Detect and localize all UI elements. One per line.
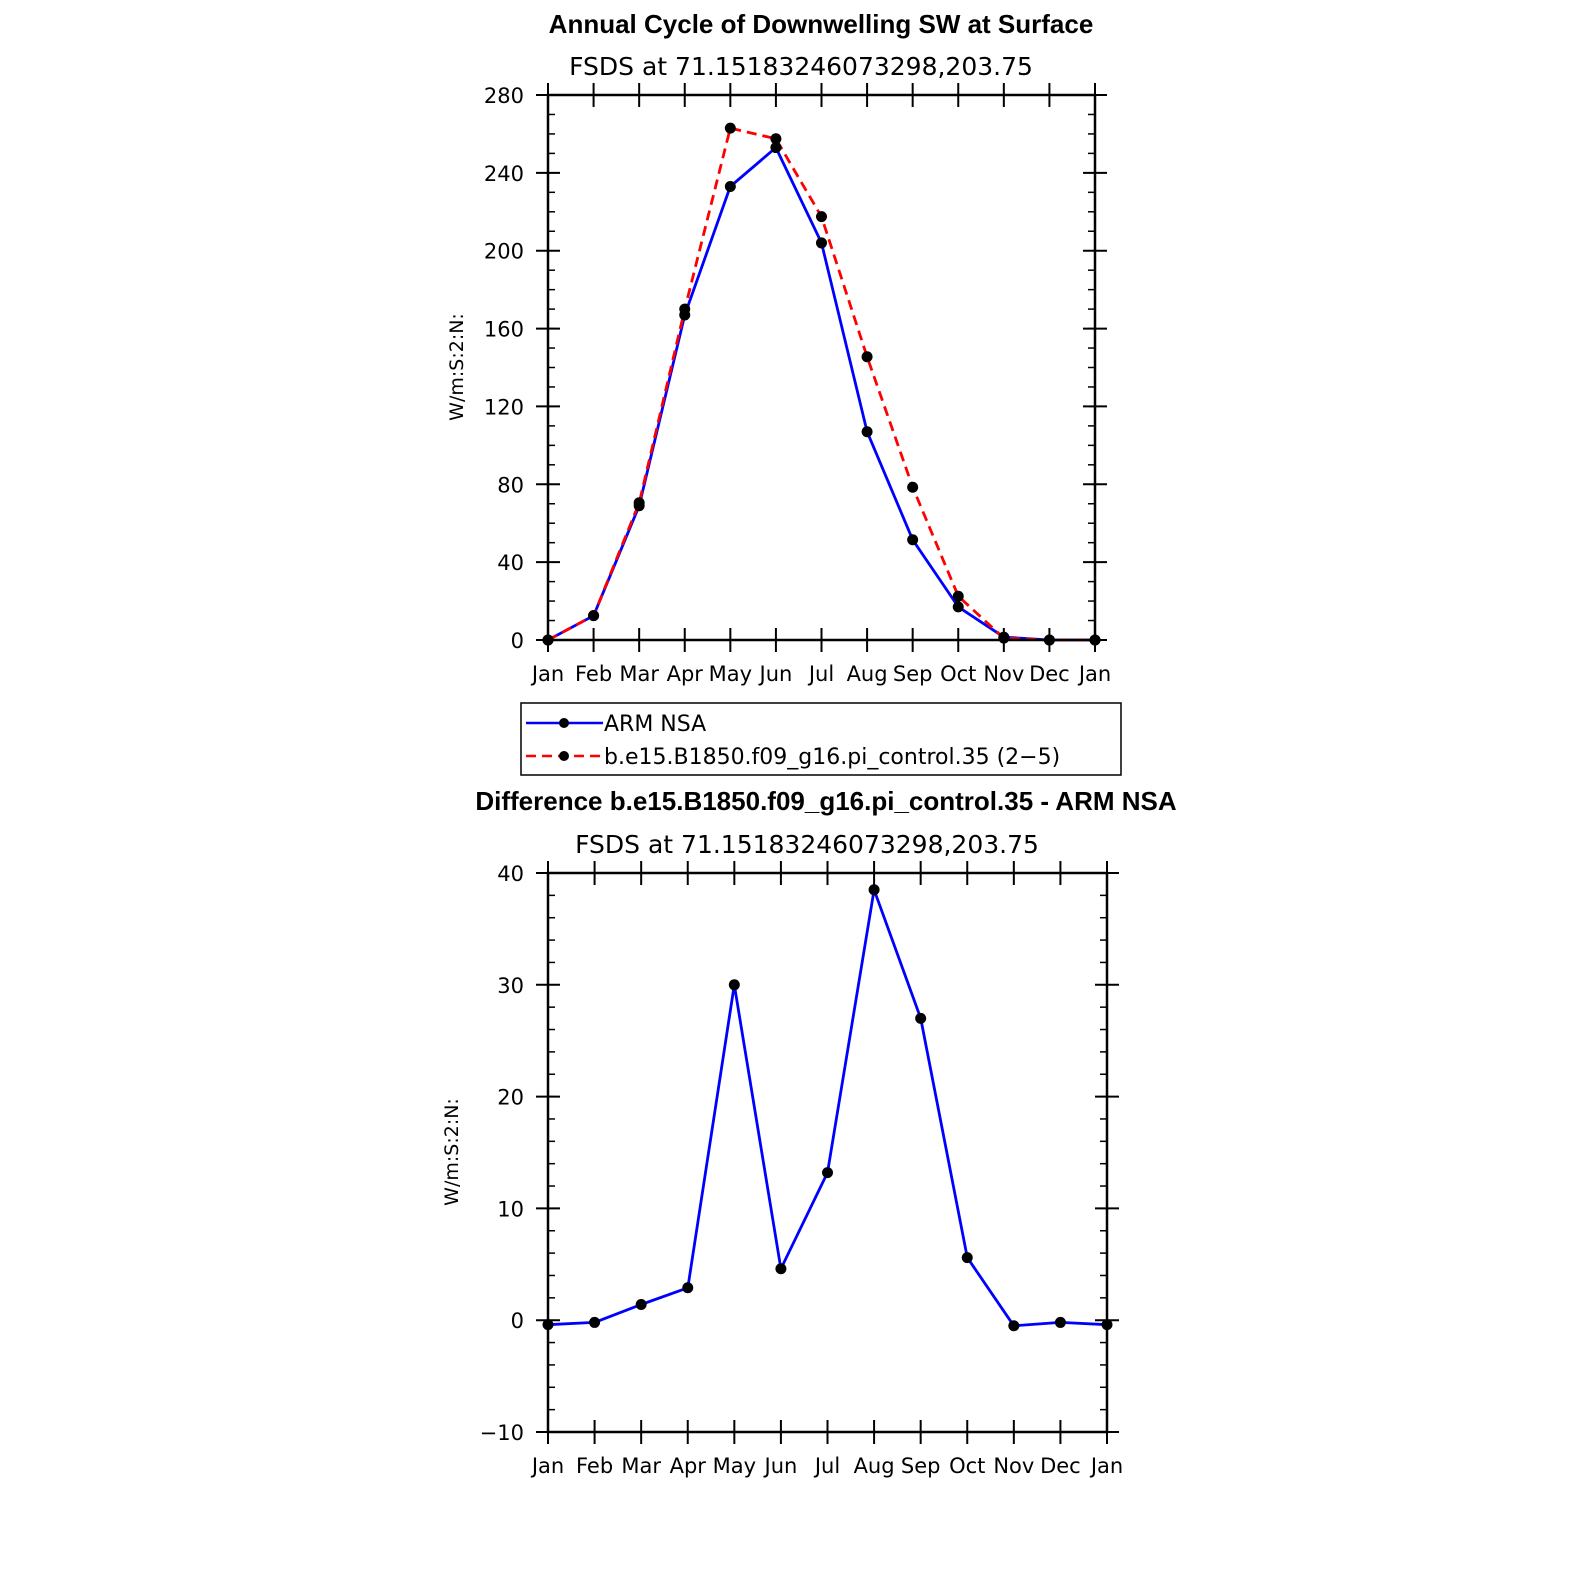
data-point-series-0 (1055, 1317, 1066, 1328)
data-point-series-0 (589, 1317, 600, 1328)
x-tick-label: Apr (669, 1454, 706, 1478)
y-tick-label: 280 (483, 84, 524, 108)
x-tick-label: Jun (764, 1454, 798, 1478)
data-point-series-0 (775, 1263, 786, 1274)
data-point-series-0 (1008, 1320, 1019, 1331)
data-point-series-0 (862, 426, 873, 437)
x-tick-label: Oct (949, 1454, 986, 1478)
x-tick-label: Dec (1040, 1454, 1081, 1478)
data-point-series-0 (636, 1299, 647, 1310)
x-tick-label: Apr (666, 662, 703, 686)
data-point-series-1 (634, 497, 645, 508)
y-tick-label: 120 (483, 395, 524, 420)
x-tick-label: Nov (983, 662, 1025, 686)
x-tick-label: Mar (619, 662, 659, 686)
data-point-series-0 (729, 979, 740, 990)
difference-chart (441, 786, 1177, 1478)
data-point-series-0 (953, 601, 964, 612)
chart2-subtitle: FSDS at 71.15183246073298,203.75 (575, 830, 1039, 859)
legend-label-arm-nsa: ARM NSA (604, 712, 707, 737)
data-point-series-0 (725, 181, 736, 192)
data-point-series-1 (907, 482, 918, 493)
legend-marker-arm-nsa (559, 718, 569, 728)
x-tick-label: Jul (808, 662, 835, 686)
data-point-series-1 (725, 123, 736, 134)
data-point-series-1 (770, 133, 781, 144)
series-line-1 (548, 128, 1095, 640)
y-tick-label: 160 (483, 317, 524, 342)
x-tick-label: Jan (1078, 662, 1112, 686)
data-point-series-0 (682, 1282, 693, 1293)
data-point-series-0 (822, 1167, 833, 1178)
annual-cycle-chart (446, 9, 1121, 775)
chart2-series-lines (548, 890, 1107, 1326)
x-tick-label: Dec (1029, 662, 1070, 686)
x-tick-label: May (708, 662, 753, 686)
x-tick-label: Feb (574, 662, 613, 686)
x-tick-label: Jun (759, 662, 793, 686)
chart1-x-tick-labels (530, 662, 1111, 686)
y-tick-label: 40 (497, 862, 524, 886)
data-point-series-0 (816, 237, 827, 248)
series-line-0 (548, 890, 1107, 1326)
y-tick-label: 30 (497, 973, 524, 998)
data-point-series-1 (998, 633, 1009, 644)
x-tick-label: Sep (892, 662, 933, 686)
data-point-series-1 (953, 591, 964, 602)
y-tick-label: 240 (483, 161, 524, 186)
x-tick-label: Aug (853, 1454, 895, 1478)
data-point-series-0 (962, 1252, 973, 1263)
chart1-series-lines (548, 128, 1095, 640)
chart2-y-axis-label: W/m:S:2:N: (441, 1098, 463, 1206)
x-tick-label: Aug (846, 662, 888, 686)
y-tick-label: 20 (497, 1085, 524, 1110)
data-point-series-0 (907, 534, 918, 545)
chart1-y-axis-label: W/m:S:2:N: (446, 313, 468, 421)
data-point-series-1 (588, 610, 599, 621)
chart1-plot-frame (548, 95, 1095, 640)
x-tick-label: Jan (1090, 1454, 1124, 1478)
y-tick-label: 40 (497, 551, 524, 576)
chart1-ticks (536, 83, 1107, 652)
data-point-series-1 (816, 211, 827, 222)
x-tick-label: Nov (993, 1454, 1035, 1478)
chart1-legend (521, 703, 1121, 775)
data-point-series-1 (862, 351, 873, 362)
data-point-series-0 (915, 1013, 926, 1024)
x-tick-label: Mar (621, 1454, 661, 1478)
chart2-x-tick-labels (530, 1454, 1123, 1478)
x-tick-label: Feb (575, 1454, 614, 1478)
y-tick-label: 200 (483, 239, 524, 264)
data-point-series-0 (869, 884, 880, 895)
chart2-y-tick-labels (480, 862, 524, 1445)
chart1-subtitle: FSDS at 71.15183246073298,203.75 (569, 52, 1033, 81)
y-tick-label: 0 (510, 1309, 524, 1334)
chart2-plot-frame (548, 873, 1107, 1432)
data-point-series-1 (679, 304, 690, 315)
y-tick-label: 10 (497, 1197, 524, 1222)
x-tick-label: Sep (900, 1454, 941, 1478)
legend-marker-model (559, 751, 569, 761)
y-tick-label: −10 (479, 1421, 524, 1445)
x-tick-label: Jan (531, 662, 565, 686)
chart1-title: Annual Cycle of Downwelling SW at Surface (548, 9, 1094, 39)
x-tick-label: Jul (814, 1454, 841, 1478)
chart1-y-tick-labels (484, 84, 524, 653)
chart1-series-points (543, 123, 1101, 646)
y-tick-label: 0 (510, 629, 524, 653)
x-tick-label: May (712, 1454, 757, 1478)
chart2-title: Difference b.e15.B1850.f09_g16.pi_control.35 - ARM NSA (475, 786, 1177, 816)
chart2-ticks (536, 861, 1119, 1444)
y-tick-label: 80 (497, 473, 524, 498)
chart2-series-points (543, 884, 1113, 1331)
x-tick-label: Oct (940, 662, 977, 686)
legend-label-model: b.e15.B1850.f09_g16.pi_control.35 (2−5) (604, 745, 1061, 770)
x-tick-label: Jan (531, 1454, 565, 1478)
